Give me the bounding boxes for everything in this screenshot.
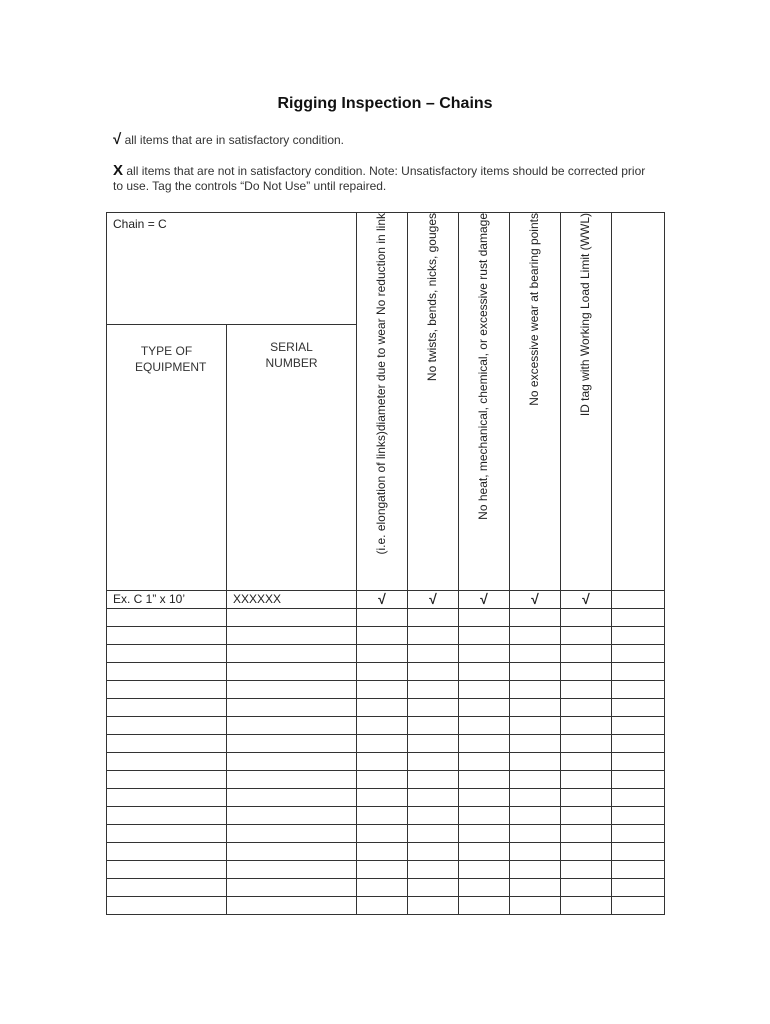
check-cell[interactable] xyxy=(459,807,510,825)
type-cell[interactable] xyxy=(107,627,227,645)
serial-cell[interactable] xyxy=(227,897,357,915)
check-cell[interactable] xyxy=(459,789,510,807)
instruction-unsatisfactory xyxy=(113,163,658,194)
x-mark-icon: X xyxy=(113,162,124,179)
example-check-4: √ xyxy=(510,591,561,609)
criterion-label-4: No excessive wear at bearing points xyxy=(527,213,542,406)
check-cell[interactable] xyxy=(612,771,665,789)
check-cell[interactable] xyxy=(510,897,561,915)
check-cell[interactable] xyxy=(561,753,612,771)
type-cell[interactable] xyxy=(107,699,227,717)
check-cell[interactable] xyxy=(561,843,612,861)
serial-cell[interactable] xyxy=(227,735,357,753)
check-cell[interactable] xyxy=(459,699,510,717)
type-cell[interactable] xyxy=(107,825,227,843)
table-row xyxy=(107,627,665,645)
type-cell[interactable] xyxy=(107,861,227,879)
serial-cell[interactable] xyxy=(227,663,357,681)
check-cell[interactable] xyxy=(357,699,408,717)
table-row xyxy=(107,879,665,897)
table-row xyxy=(107,681,665,699)
check-cell[interactable] xyxy=(459,879,510,897)
table-row xyxy=(107,807,665,825)
type-cell[interactable] xyxy=(107,807,227,825)
check-cell[interactable] xyxy=(408,645,459,663)
check-cell[interactable] xyxy=(408,681,459,699)
check-cell[interactable] xyxy=(357,771,408,789)
check-cell[interactable] xyxy=(459,861,510,879)
inspection-table xyxy=(106,212,665,915)
check-cell[interactable] xyxy=(510,627,561,645)
check-cell[interactable] xyxy=(561,609,612,627)
check-cell[interactable] xyxy=(510,861,561,879)
type-cell[interactable] xyxy=(107,645,227,663)
criterion-label-3: No heat, mechanical, chemical, or excessive rust damage xyxy=(476,213,491,520)
serial-cell[interactable] xyxy=(227,717,357,735)
criterion-label-5: ID tag with Working Load Limit (WWL) xyxy=(578,213,593,417)
check-cell[interactable] xyxy=(459,843,510,861)
check-cell[interactable] xyxy=(459,609,510,627)
check-cell[interactable] xyxy=(561,807,612,825)
check-cell[interactable] xyxy=(357,789,408,807)
check-cell[interactable] xyxy=(459,717,510,735)
check-cell[interactable] xyxy=(510,843,561,861)
serial-cell[interactable] xyxy=(227,699,357,717)
table-row xyxy=(107,735,665,753)
check-cell[interactable] xyxy=(561,645,612,663)
criterion-header-4 xyxy=(510,213,561,591)
serial-cell[interactable] xyxy=(227,771,357,789)
type-of-equipment-header xyxy=(107,325,227,591)
check-cell[interactable] xyxy=(510,663,561,681)
check-cell[interactable] xyxy=(357,753,408,771)
check-cell[interactable] xyxy=(357,717,408,735)
check-cell[interactable] xyxy=(510,645,561,663)
check-cell[interactable] xyxy=(561,735,612,753)
check-cell[interactable] xyxy=(408,861,459,879)
header-row-top xyxy=(107,213,665,325)
check-cell[interactable] xyxy=(612,699,665,717)
check-cell[interactable] xyxy=(357,609,408,627)
check-cell[interactable] xyxy=(612,753,665,771)
criterion-label-2: No twists, bends, nicks, gouges xyxy=(425,213,440,382)
serial-cell[interactable] xyxy=(227,825,357,843)
example-check-5: √ xyxy=(561,591,612,609)
check-cell[interactable] xyxy=(612,735,665,753)
type-cell[interactable] xyxy=(107,843,227,861)
instruction-unsatisfactory-text: all items that are not in satisfactory condition. Note: Unsatisfactory items should be corrected prior to use. Tag the controls “Do Not Use” until repaired. xyxy=(113,164,646,193)
table-row xyxy=(107,663,665,681)
check-cell[interactable] xyxy=(561,789,612,807)
check-cell[interactable] xyxy=(510,879,561,897)
example-check-6 xyxy=(612,591,665,609)
check-cell[interactable] xyxy=(408,627,459,645)
type-cell[interactable] xyxy=(107,735,227,753)
check-cell[interactable] xyxy=(510,699,561,717)
check-cell[interactable] xyxy=(357,627,408,645)
type-cell[interactable] xyxy=(107,879,227,897)
serial-cell[interactable] xyxy=(227,627,357,645)
check-cell[interactable] xyxy=(408,717,459,735)
check-cell[interactable] xyxy=(459,663,510,681)
type-cell[interactable] xyxy=(107,789,227,807)
check-cell[interactable] xyxy=(408,843,459,861)
table-row xyxy=(107,843,665,861)
check-cell[interactable] xyxy=(561,879,612,897)
check-cell[interactable] xyxy=(357,825,408,843)
table-row xyxy=(107,771,665,789)
check-cell[interactable] xyxy=(561,681,612,699)
check-cell[interactable] xyxy=(561,663,612,681)
type-cell[interactable] xyxy=(107,771,227,789)
check-cell[interactable] xyxy=(408,879,459,897)
check-cell[interactable] xyxy=(510,753,561,771)
serial-cell[interactable] xyxy=(227,789,357,807)
serial-cell[interactable] xyxy=(227,843,357,861)
table-row xyxy=(107,861,665,879)
table-row xyxy=(107,699,665,717)
check-cell[interactable] xyxy=(408,699,459,717)
check-cell[interactable] xyxy=(612,717,665,735)
instruction-satisfactory-text: all items that are in satisfactory condition. xyxy=(124,133,345,147)
check-cell[interactable] xyxy=(408,663,459,681)
check-cell[interactable] xyxy=(459,681,510,699)
example-type: Ex. C 1” x 10’ xyxy=(107,591,227,609)
check-cell[interactable] xyxy=(357,735,408,753)
check-cell[interactable] xyxy=(408,771,459,789)
check-cell[interactable] xyxy=(612,609,665,627)
check-cell[interactable] xyxy=(612,681,665,699)
check-cell[interactable] xyxy=(459,825,510,843)
check-cell[interactable] xyxy=(459,735,510,753)
serial-cell[interactable] xyxy=(227,861,357,879)
check-cell[interactable] xyxy=(561,627,612,645)
serial-cell[interactable] xyxy=(227,609,357,627)
check-cell[interactable] xyxy=(408,807,459,825)
serial-number-header xyxy=(227,325,357,591)
check-cell[interactable] xyxy=(459,753,510,771)
check-cell[interactable] xyxy=(357,663,408,681)
check-cell[interactable] xyxy=(408,789,459,807)
table-row xyxy=(107,645,665,663)
type-cell[interactable] xyxy=(107,753,227,771)
example-check-1: √ xyxy=(357,591,408,609)
type-cell[interactable] xyxy=(107,681,227,699)
table-row xyxy=(107,825,665,843)
criterion-header-3 xyxy=(459,213,510,591)
criterion-header-5 xyxy=(561,213,612,591)
type-cell[interactable] xyxy=(107,897,227,915)
serial-cell[interactable] xyxy=(227,681,357,699)
check-cell[interactable] xyxy=(612,843,665,861)
check-cell[interactable] xyxy=(459,645,510,663)
document-title: Rigging Inspection – Chains xyxy=(277,95,493,112)
check-cell[interactable] xyxy=(357,879,408,897)
check-cell[interactable] xyxy=(612,645,665,663)
table-row xyxy=(107,753,665,771)
check-cell[interactable] xyxy=(357,843,408,861)
type-cell[interactable] xyxy=(107,609,227,627)
check-cell[interactable] xyxy=(357,807,408,825)
check-cell[interactable] xyxy=(561,771,612,789)
check-cell[interactable] xyxy=(408,825,459,843)
check-cell[interactable] xyxy=(612,897,665,915)
check-cell[interactable] xyxy=(510,771,561,789)
serial-cell[interactable] xyxy=(227,807,357,825)
example-serial: XXXXXX xyxy=(227,591,357,609)
check-cell[interactable] xyxy=(357,681,408,699)
chain-label: Chain = C xyxy=(107,213,357,325)
check-cell[interactable] xyxy=(561,699,612,717)
check-cell[interactable] xyxy=(612,789,665,807)
check-cell[interactable] xyxy=(510,825,561,843)
check-cell[interactable] xyxy=(561,861,612,879)
check-cell[interactable] xyxy=(510,717,561,735)
serial-cell[interactable] xyxy=(227,879,357,897)
check-cell[interactable] xyxy=(510,681,561,699)
check-cell[interactable] xyxy=(561,717,612,735)
criterion-header-6 xyxy=(612,213,665,591)
check-cell[interactable] xyxy=(459,897,510,915)
check-cell[interactable] xyxy=(357,861,408,879)
check-cell[interactable] xyxy=(612,807,665,825)
check-cell[interactable] xyxy=(510,735,561,753)
table-row xyxy=(107,717,665,735)
check-cell[interactable] xyxy=(612,879,665,897)
table-row xyxy=(107,897,665,915)
example-row xyxy=(107,591,665,609)
criterion-label-1: (i.e. elongation of links)diameter due to wear No reduction in link xyxy=(374,213,389,555)
type-cell[interactable] xyxy=(107,717,227,735)
check-cell[interactable] xyxy=(612,663,665,681)
serial-number-label: SERIAL NUMBER xyxy=(265,340,318,370)
check-cell[interactable] xyxy=(459,627,510,645)
check-cell[interactable] xyxy=(612,825,665,843)
check-cell[interactable] xyxy=(408,609,459,627)
check-mark-icon: √ xyxy=(113,131,122,148)
serial-cell[interactable] xyxy=(227,753,357,771)
criterion-header-2 xyxy=(408,213,459,591)
table-row xyxy=(107,609,665,627)
serial-cell[interactable] xyxy=(227,645,357,663)
check-cell[interactable] xyxy=(357,897,408,915)
type-cell[interactable] xyxy=(107,663,227,681)
check-cell[interactable] xyxy=(612,861,665,879)
example-check-2: √ xyxy=(408,591,459,609)
example-check-3: √ xyxy=(459,591,510,609)
check-cell[interactable] xyxy=(459,771,510,789)
check-cell[interactable] xyxy=(612,627,665,645)
check-cell[interactable] xyxy=(510,807,561,825)
check-cell[interactable] xyxy=(561,825,612,843)
check-cell[interactable] xyxy=(408,753,459,771)
check-cell[interactable] xyxy=(408,897,459,915)
check-cell[interactable] xyxy=(357,645,408,663)
table-row xyxy=(107,789,665,807)
instruction-satisfactory xyxy=(113,131,344,148)
check-cell[interactable] xyxy=(561,897,612,915)
check-cell[interactable] xyxy=(408,735,459,753)
type-of-equipment-label: TYPE OF EQUIPMENT xyxy=(135,344,207,374)
check-cell[interactable] xyxy=(510,789,561,807)
criterion-header-1 xyxy=(357,213,408,591)
check-cell[interactable] xyxy=(510,609,561,627)
